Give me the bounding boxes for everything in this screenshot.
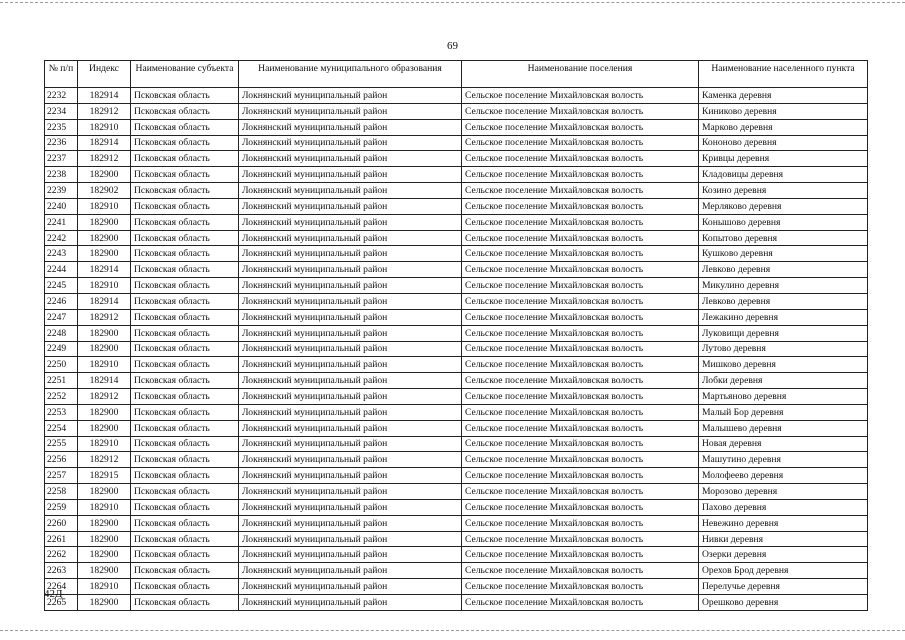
cell-subject: Псковская область [131,262,239,278]
cell-subject: Псковская область [131,119,239,135]
cell-settlement: Сельское поселение Михайловская волость [462,499,699,515]
cell-row-number: 2250 [45,357,78,373]
cell-row-number: 2255 [45,436,78,452]
cell-municipality: Локнянский муниципальный район [239,404,462,420]
cell-settlement: Сельское поселение Михайловская волость [462,563,699,579]
cell-subject: Псковская область [131,151,239,167]
cell-row-number: 2259 [45,499,78,515]
cell-locality: Мартьяново деревня [699,389,868,405]
cell-row-number: 2234 [45,103,78,119]
cell-subject: Псковская область [131,452,239,468]
table-row [45,389,868,405]
cell-municipality: Локнянский муниципальный район [239,103,462,119]
cell-subject: Псковская область [131,373,239,389]
table-row [45,151,868,167]
cell-subject: Псковская область [131,198,239,214]
cell-municipality: Локнянский муниципальный район [239,309,462,325]
cell-subject: Псковская область [131,563,239,579]
cell-locality: Перелучье деревня [699,579,868,595]
cell-settlement: Сельское поселение Михайловская волость [462,325,699,341]
cell-settlement: Сельское поселение Михайловская волость [462,579,699,595]
cell-row-number: 2260 [45,515,78,531]
cell-subject: Псковская область [131,103,239,119]
cell-row-number: 2232 [45,88,78,104]
cell-municipality: Локнянский муниципальный район [239,499,462,515]
cell-postal-index: 182912 [78,452,131,468]
cell-municipality: Локнянский муниципальный район [239,230,462,246]
table-row [45,198,868,214]
cell-locality: Кононово деревня [699,135,868,151]
table-header-row [45,61,868,88]
table-row [45,531,868,547]
cell-municipality: Локнянский муниципальный район [239,325,462,341]
cell-subject: Псковская область [131,420,239,436]
table-row [45,309,868,325]
cell-postal-index: 182914 [78,293,131,309]
cell-subject: Псковская область [131,357,239,373]
cell-settlement: Сельское поселение Михайловская волость [462,404,699,420]
cell-settlement: Сельское поселение Михайловская волость [462,420,699,436]
cell-settlement: Сельское поселение Михайловская волость [462,183,699,199]
cell-municipality: Локнянский муниципальный район [239,119,462,135]
table-row [45,262,868,278]
cell-row-number: 2265 [45,595,78,611]
header-municipality: Наименование муниципального образования [239,61,462,88]
table-row [45,515,868,531]
table-row [45,595,868,611]
cell-row-number: 2235 [45,119,78,135]
cell-postal-index: 182900 [78,341,131,357]
cell-municipality: Локнянский муниципальный район [239,198,462,214]
cell-row-number: 2241 [45,214,78,230]
cell-municipality: Локнянский муниципальный район [239,262,462,278]
footer-code: 42Д [44,588,63,600]
cell-locality: Озерки деревня [699,547,868,563]
cell-postal-index: 182912 [78,389,131,405]
cell-subject: Псковская область [131,246,239,262]
cell-postal-index: 182912 [78,151,131,167]
cell-row-number: 2252 [45,389,78,405]
cell-row-number: 2257 [45,468,78,484]
cell-municipality: Локнянский муниципальный район [239,293,462,309]
cell-row-number: 2262 [45,547,78,563]
cell-municipality: Локнянский муниципальный район [239,420,462,436]
cell-locality: Кладовицы деревня [699,167,868,183]
cell-postal-index: 182910 [78,198,131,214]
cell-subject: Псковская область [131,88,239,104]
table-body [45,88,868,611]
cell-locality: Левково деревня [699,293,868,309]
cell-postal-index: 182900 [78,484,131,500]
cell-settlement: Сельское поселение Михайловская волость [462,547,699,563]
cell-locality: Машутино деревня [699,452,868,468]
cell-settlement: Сельское поселение Михайловская волость [462,230,699,246]
cell-settlement: Сельское поселение Михайловская волость [462,468,699,484]
cell-row-number: 2253 [45,404,78,420]
page-number: 69 [447,40,458,52]
cell-settlement: Сельское поселение Михайловская волость [462,119,699,135]
cell-row-number: 2240 [45,198,78,214]
cell-settlement: Сельское поселение Михайловская волость [462,309,699,325]
cell-postal-index: 182915 [78,468,131,484]
cell-settlement: Сельское поселение Михайловская волость [462,531,699,547]
cell-postal-index: 182910 [78,278,131,294]
cell-postal-index: 182914 [78,262,131,278]
cell-row-number: 2264 [45,579,78,595]
cell-postal-index: 182910 [78,436,131,452]
cell-postal-index: 182900 [78,167,131,183]
table-row [45,278,868,294]
table-row [45,230,868,246]
cell-postal-index: 182914 [78,88,131,104]
cell-municipality: Локнянский муниципальный район [239,389,462,405]
cell-subject: Псковская область [131,309,239,325]
cell-settlement: Сельское поселение Михайловская волость [462,436,699,452]
cell-locality: Микулино деревня [699,278,868,294]
cell-row-number: 2242 [45,230,78,246]
cell-postal-index: 182910 [78,579,131,595]
cell-settlement: Сельское поселение Михайловская волость [462,341,699,357]
cell-postal-index: 182900 [78,547,131,563]
cell-row-number: 2247 [45,309,78,325]
cell-row-number: 2248 [45,325,78,341]
cell-municipality: Локнянский муниципальный район [239,436,462,452]
cell-postal-index: 182900 [78,230,131,246]
cell-settlement: Сельское поселение Михайловская волость [462,88,699,104]
table-row [45,579,868,595]
cell-subject: Псковская область [131,547,239,563]
table-row [45,103,868,119]
cell-subject: Псковская область [131,214,239,230]
table-row [45,88,868,104]
cell-municipality: Локнянский муниципальный район [239,151,462,167]
cell-subject: Псковская область [131,404,239,420]
cell-locality: Пахово деревня [699,499,868,515]
cell-municipality: Локнянский муниципальный район [239,357,462,373]
table-row [45,452,868,468]
scan-bottom-edge [0,630,905,631]
cell-row-number: 2236 [45,135,78,151]
cell-locality: Лутово деревня [699,341,868,357]
cell-row-number: 2246 [45,293,78,309]
table-row [45,119,868,135]
cell-postal-index: 182900 [78,404,131,420]
cell-postal-index: 182900 [78,563,131,579]
cell-locality: Марково деревня [699,119,868,135]
cell-locality: Козино деревня [699,183,868,199]
cell-postal-index: 182900 [78,246,131,262]
cell-locality: Малый Бор деревня [699,404,868,420]
header-locality: Наименование населенного пункта [699,61,868,88]
cell-postal-index: 182902 [78,183,131,199]
cell-subject: Псковская область [131,325,239,341]
cell-locality: Новая деревня [699,436,868,452]
cell-municipality: Локнянский муниципальный район [239,214,462,230]
table-row [45,373,868,389]
cell-subject: Псковская область [131,293,239,309]
cell-municipality: Локнянский муниципальный район [239,88,462,104]
cell-settlement: Сельское поселение Михайловская волость [462,389,699,405]
header-settlement: Наименование поселения [462,61,699,88]
cell-settlement: Сельское поселение Михайловская волость [462,262,699,278]
cell-subject: Псковская область [131,341,239,357]
cell-settlement: Сельское поселение Михайловская волость [462,278,699,294]
cell-municipality: Локнянский муниципальный район [239,563,462,579]
table-row [45,183,868,199]
cell-municipality: Локнянский муниципальный район [239,373,462,389]
cell-subject: Псковская область [131,436,239,452]
cell-locality: Луковищи деревня [699,325,868,341]
cell-row-number: 2258 [45,484,78,500]
cell-settlement: Сельское поселение Михайловская волость [462,214,699,230]
cell-settlement: Сельское поселение Михайловская волость [462,484,699,500]
cell-locality: Невежино деревня [699,515,868,531]
cell-settlement: Сельское поселение Михайловская волость [462,452,699,468]
header-row-number: № п/п [45,61,78,88]
header-subject: Наименование субъекта [131,61,239,88]
cell-locality: Лобки деревня [699,373,868,389]
cell-postal-index: 182912 [78,103,131,119]
cell-settlement: Сельское поселение Михайловская волость [462,515,699,531]
cell-settlement: Сельское поселение Михайловская волость [462,135,699,151]
table-row [45,341,868,357]
cell-row-number: 2243 [45,246,78,262]
cell-subject: Псковская область [131,579,239,595]
cell-locality: Кривцы деревня [699,151,868,167]
cell-municipality: Локнянский муниципальный район [239,547,462,563]
cell-postal-index: 182914 [78,373,131,389]
cell-locality: Левково деревня [699,262,868,278]
cell-locality: Нивки деревня [699,531,868,547]
cell-subject: Псковская область [131,230,239,246]
cell-postal-index: 182900 [78,214,131,230]
cell-settlement: Сельское поселение Михайловская волость [462,293,699,309]
cell-locality: Копытово деревня [699,230,868,246]
cell-locality: Орешково деревня [699,595,868,611]
cell-locality: Лежакино деревня [699,309,868,325]
cell-settlement: Сельское поселение Михайловская волость [462,357,699,373]
cell-postal-index: 182914 [78,135,131,151]
cell-row-number: 2251 [45,373,78,389]
cell-row-number: 2237 [45,151,78,167]
cell-settlement: Сельское поселение Михайловская волость [462,198,699,214]
cell-subject: Псковская область [131,389,239,405]
table-row [45,246,868,262]
cell-postal-index: 182900 [78,515,131,531]
cell-row-number: 2244 [45,262,78,278]
cell-municipality: Локнянский муниципальный район [239,246,462,262]
cell-settlement: Сельское поселение Михайловская волость [462,246,699,262]
cell-locality: Молофеево деревня [699,468,868,484]
cell-municipality: Локнянский муниципальный район [239,579,462,595]
cell-settlement: Сельское поселение Михайловская волость [462,373,699,389]
table-row [45,499,868,515]
cell-settlement: Сельское поселение Михайловская волость [462,103,699,119]
cell-subject: Псковская область [131,183,239,199]
cell-municipality: Локнянский муниципальный район [239,484,462,500]
cell-row-number: 2263 [45,563,78,579]
table-row [45,214,868,230]
cell-postal-index: 182900 [78,325,131,341]
cell-postal-index: 182900 [78,595,131,611]
cell-subject: Псковская область [131,515,239,531]
table-row [45,135,868,151]
cell-postal-index: 182910 [78,357,131,373]
cell-municipality: Локнянский муниципальный район [239,135,462,151]
cell-municipality: Локнянский муниципальный район [239,515,462,531]
table-row [45,357,868,373]
cell-postal-index: 182900 [78,420,131,436]
cell-row-number: 2249 [45,341,78,357]
cell-municipality: Локнянский муниципальный район [239,531,462,547]
cell-row-number: 2261 [45,531,78,547]
cell-subject: Псковская область [131,484,239,500]
cell-settlement: Сельское поселение Михайловская волость [462,595,699,611]
table-row [45,420,868,436]
cell-locality: Мишково деревня [699,357,868,373]
cell-row-number: 2254 [45,420,78,436]
cell-municipality: Локнянский муниципальный район [239,452,462,468]
cell-locality: Киниково деревня [699,103,868,119]
cell-municipality: Локнянский муниципальный район [239,341,462,357]
cell-row-number: 2256 [45,452,78,468]
cell-municipality: Локнянский муниципальный район [239,183,462,199]
cell-locality: Конышово деревня [699,214,868,230]
table-row [45,547,868,563]
cell-postal-index: 182912 [78,309,131,325]
cell-postal-index: 182900 [78,531,131,547]
cell-subject: Псковская область [131,595,239,611]
cell-postal-index: 182910 [78,499,131,515]
table-row [45,404,868,420]
table-row [45,436,868,452]
cell-locality: Морозово деревня [699,484,868,500]
cell-subject: Псковская область [131,468,239,484]
cell-row-number: 2239 [45,183,78,199]
scan-top-edge [0,2,905,3]
cell-row-number: 2245 [45,278,78,294]
cell-locality: Мерляково деревня [699,198,868,214]
cell-settlement: Сельское поселение Михайловская волость [462,151,699,167]
cell-subject: Псковская область [131,135,239,151]
cell-municipality: Локнянский муниципальный район [239,167,462,183]
cell-locality: Кушково деревня [699,246,868,262]
cell-settlement: Сельское поселение Михайловская волость [462,167,699,183]
cell-subject: Псковская область [131,531,239,547]
cell-locality: Малышево деревня [699,420,868,436]
cell-locality: Каменка деревня [699,88,868,104]
cell-municipality: Локнянский муниципальный район [239,595,462,611]
cell-municipality: Локнянский муниципальный район [239,468,462,484]
cell-municipality: Локнянский муниципальный район [239,278,462,294]
table-row [45,468,868,484]
header-postal-index: Индекс [78,61,131,88]
cell-subject: Псковская область [131,499,239,515]
table-row [45,325,868,341]
cell-postal-index: 182910 [78,119,131,135]
table-row [45,563,868,579]
cell-subject: Псковская область [131,278,239,294]
cell-subject: Псковская область [131,167,239,183]
cell-row-number: 2238 [45,167,78,183]
cell-locality: Орехов Брод деревня [699,563,868,579]
table-row [45,167,868,183]
table-row [45,484,868,500]
table-row [45,293,868,309]
settlements-table [44,60,868,611]
